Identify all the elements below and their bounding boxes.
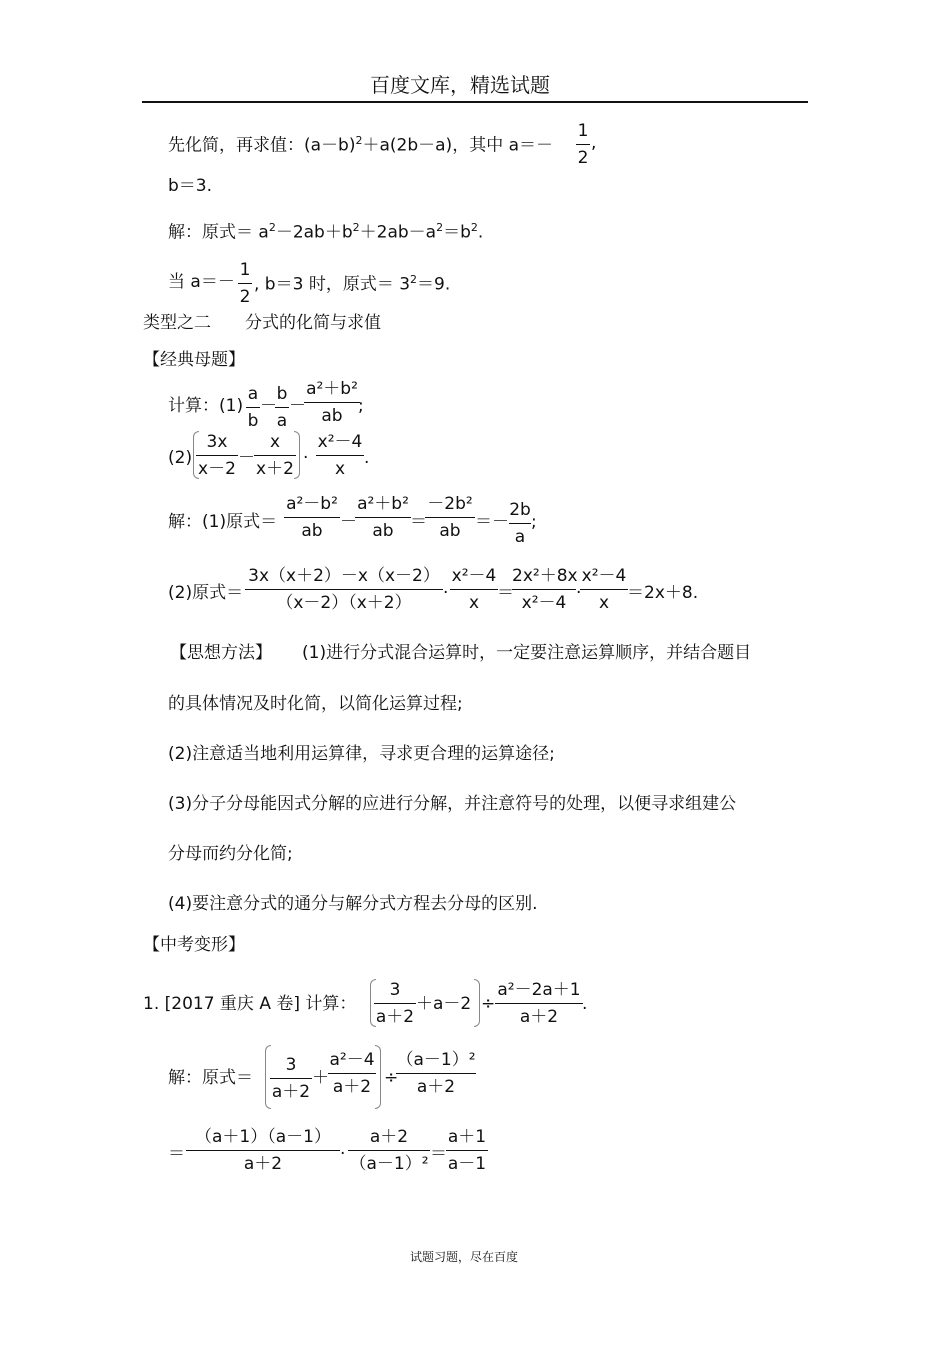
exponent: 2 <box>410 273 418 286</box>
numerator: a²＋b² <box>306 379 358 399</box>
minus: － <box>340 512 357 532</box>
right-paren <box>294 431 300 479</box>
numerator: （a－1）² <box>396 1050 476 1070</box>
numerator: a²－b² <box>286 494 338 514</box>
fraction <box>186 1129 340 1173</box>
numerator: a²＋b² <box>357 494 409 514</box>
exam-label: 【中考变形】 <box>143 935 245 955</box>
denominator: a＋2 <box>519 1007 559 1027</box>
numerator: －2b² <box>427 494 473 514</box>
denominator: a－1 <box>447 1154 487 1174</box>
numerator: b <box>276 384 288 404</box>
fraction <box>254 434 296 478</box>
fraction <box>425 496 475 540</box>
question-label: 1. [2017 重庆 A 卷] 计算： <box>143 994 357 1014</box>
minus: － <box>289 396 306 416</box>
denominator: 2 <box>239 287 251 307</box>
denominator: a <box>514 527 526 547</box>
when-text: ＝9. <box>417 274 451 295</box>
sol-part: ＋2ab－a <box>359 222 437 243</box>
equals: ＝ <box>497 583 514 603</box>
divide-sign: ÷ <box>384 1068 399 1088</box>
numerator: a <box>247 384 259 404</box>
fraction <box>270 1057 312 1101</box>
denominator: ab <box>372 521 394 541</box>
numerator: （a＋1）（a－1） <box>195 1127 331 1147</box>
numerator: 2b <box>509 500 531 520</box>
denominator: 2 <box>577 148 589 168</box>
page-header-title: 百度文库，精选试题 <box>370 73 550 97</box>
method-line: (4)要注意分式的通分与解分式方程去分母的区别. <box>168 894 538 914</box>
fraction <box>512 568 576 612</box>
numerator: 3x（x＋2）－x（x－2） <box>248 566 440 586</box>
exponent: 2 <box>355 134 363 147</box>
multiply-dot: · <box>443 583 449 603</box>
when-text: , b＝3 时，原式＝ 3 <box>254 274 411 295</box>
q1-solution-label: 解：原式＝ <box>168 1068 253 1088</box>
period: . <box>582 994 588 1014</box>
denominator: a＋2 <box>271 1082 311 1102</box>
denominator: ab <box>439 521 461 541</box>
numerator: x²－4 <box>581 566 627 586</box>
period: . <box>364 448 370 468</box>
fraction <box>284 496 340 540</box>
semicolon: ; <box>358 396 364 416</box>
fraction <box>509 502 531 546</box>
solution1-label: 解：(1)原式＝ <box>168 512 278 532</box>
problem-prompt <box>168 135 553 155</box>
right-paren <box>474 979 480 1027</box>
method-line: (2)注意适当地利用运算律，寻求更合理的运算途径; <box>168 744 555 764</box>
sol-part: . <box>477 222 484 243</box>
multiply-dot: · <box>303 448 309 468</box>
denominator: a＋2 <box>332 1077 372 1097</box>
solution-line <box>168 222 483 242</box>
calc2-label: (2) <box>168 448 193 468</box>
solution2-label: (2)原式＝ <box>168 583 244 603</box>
plus: ＋ <box>312 1068 329 1088</box>
denominator: ab <box>301 521 323 541</box>
exponent: 2 <box>268 221 276 234</box>
fraction-half <box>576 123 590 167</box>
fraction <box>355 496 411 540</box>
numerator: 3 <box>285 1055 297 1075</box>
fraction <box>304 381 360 425</box>
denominator: a＋2 <box>243 1154 283 1174</box>
numerator: a²－4 <box>329 1050 375 1070</box>
fraction <box>348 1129 430 1173</box>
numerator: x <box>269 432 281 452</box>
equals: ＝ <box>410 512 427 532</box>
numerator: a²－2a＋1 <box>497 980 581 1000</box>
equals: ＝ <box>430 1144 447 1164</box>
exponent: 2 <box>436 221 444 234</box>
divide-sign: ÷ <box>481 994 496 1014</box>
numerator: a＋2 <box>369 1127 409 1147</box>
numerator: a＋1 <box>447 1127 487 1147</box>
when-prefix: 当 a＝－ <box>168 272 235 292</box>
fraction <box>245 568 443 612</box>
right-paren <box>375 1045 381 1109</box>
page-footer: 试题习题，尽在百度 <box>410 1250 519 1264</box>
fraction <box>450 568 498 612</box>
numerator: x²－4 <box>451 566 497 586</box>
method-line: (1)进行分式混合运算时，一定要注意运算顺序，并结合题目 <box>302 643 752 663</box>
equals-negative: ＝－ <box>475 512 509 532</box>
minus: － <box>260 396 277 416</box>
denominator: （a－1）² <box>349 1154 429 1174</box>
multiply-dot: · <box>340 1144 346 1164</box>
section-title: 类型之二 分式的化简与求值 <box>143 313 381 333</box>
denominator: x <box>468 593 480 613</box>
classic-label: 【经典母题】 <box>143 350 245 370</box>
method-label: 【思想方法】 <box>170 643 272 663</box>
sol-part: 解：原式＝ a <box>168 222 269 243</box>
denominator: x－2 <box>198 459 236 479</box>
comma: , <box>591 133 597 153</box>
sol-part: －2ab＋b <box>275 222 353 243</box>
fraction <box>328 1052 376 1096</box>
fraction <box>580 568 628 612</box>
result: ＝2x＋8. <box>627 583 699 603</box>
denominator: a <box>276 411 288 431</box>
numerator: 2x²＋8x <box>512 566 578 586</box>
denominator: x²－4 <box>521 593 567 613</box>
sol-part: ＝b <box>443 222 471 243</box>
denominator: a＋2 <box>375 1007 415 1027</box>
multiply-dot: · <box>576 583 582 603</box>
numerator: x²－4 <box>317 432 363 452</box>
denominator: （x－2）（x＋2） <box>276 593 412 613</box>
minus: － <box>238 448 255 468</box>
b-value: b＝3. <box>168 176 213 196</box>
denominator: x <box>334 459 346 479</box>
numerator: 1 <box>577 121 589 141</box>
fraction <box>316 434 364 478</box>
calc-intro: 计算：(1) <box>168 396 244 416</box>
semicolon: ; <box>531 512 537 532</box>
method-line: 的具体情况及时化简，以简化运算过程; <box>168 694 463 714</box>
fraction <box>446 1129 488 1173</box>
fraction <box>275 386 289 430</box>
denominator: ab <box>321 406 343 426</box>
prompt-mid: ＋a(2b－a)，其中 a＝－ <box>362 135 554 156</box>
numerator: 1 <box>239 260 251 280</box>
numerator: 3x <box>206 432 228 452</box>
denominator: x <box>598 593 610 613</box>
prompt-text: 先化简，再求值：(a－b) <box>168 135 356 156</box>
denominator: b <box>247 411 259 431</box>
denominator: a＋2 <box>416 1077 456 1097</box>
method-line: 分母而约分化简; <box>168 844 293 864</box>
header-rule <box>142 101 808 103</box>
denominator: x＋2 <box>256 459 294 479</box>
exponent: 2 <box>352 221 360 234</box>
expression-mid: ＋a－2 <box>416 994 472 1014</box>
fraction <box>374 982 416 1026</box>
fraction <box>246 386 260 430</box>
method-line: (3)分子分母能因式分解的应进行分解，并注意符号的处理，以便寻求组建公 <box>168 794 737 814</box>
exponent: 2 <box>470 221 478 234</box>
fraction <box>196 434 238 478</box>
numerator: 3 <box>389 980 401 1000</box>
when-result <box>254 274 450 294</box>
equals: ＝ <box>168 1144 185 1164</box>
fraction <box>396 1052 476 1096</box>
fraction-half <box>238 262 252 306</box>
fraction <box>495 982 583 1026</box>
